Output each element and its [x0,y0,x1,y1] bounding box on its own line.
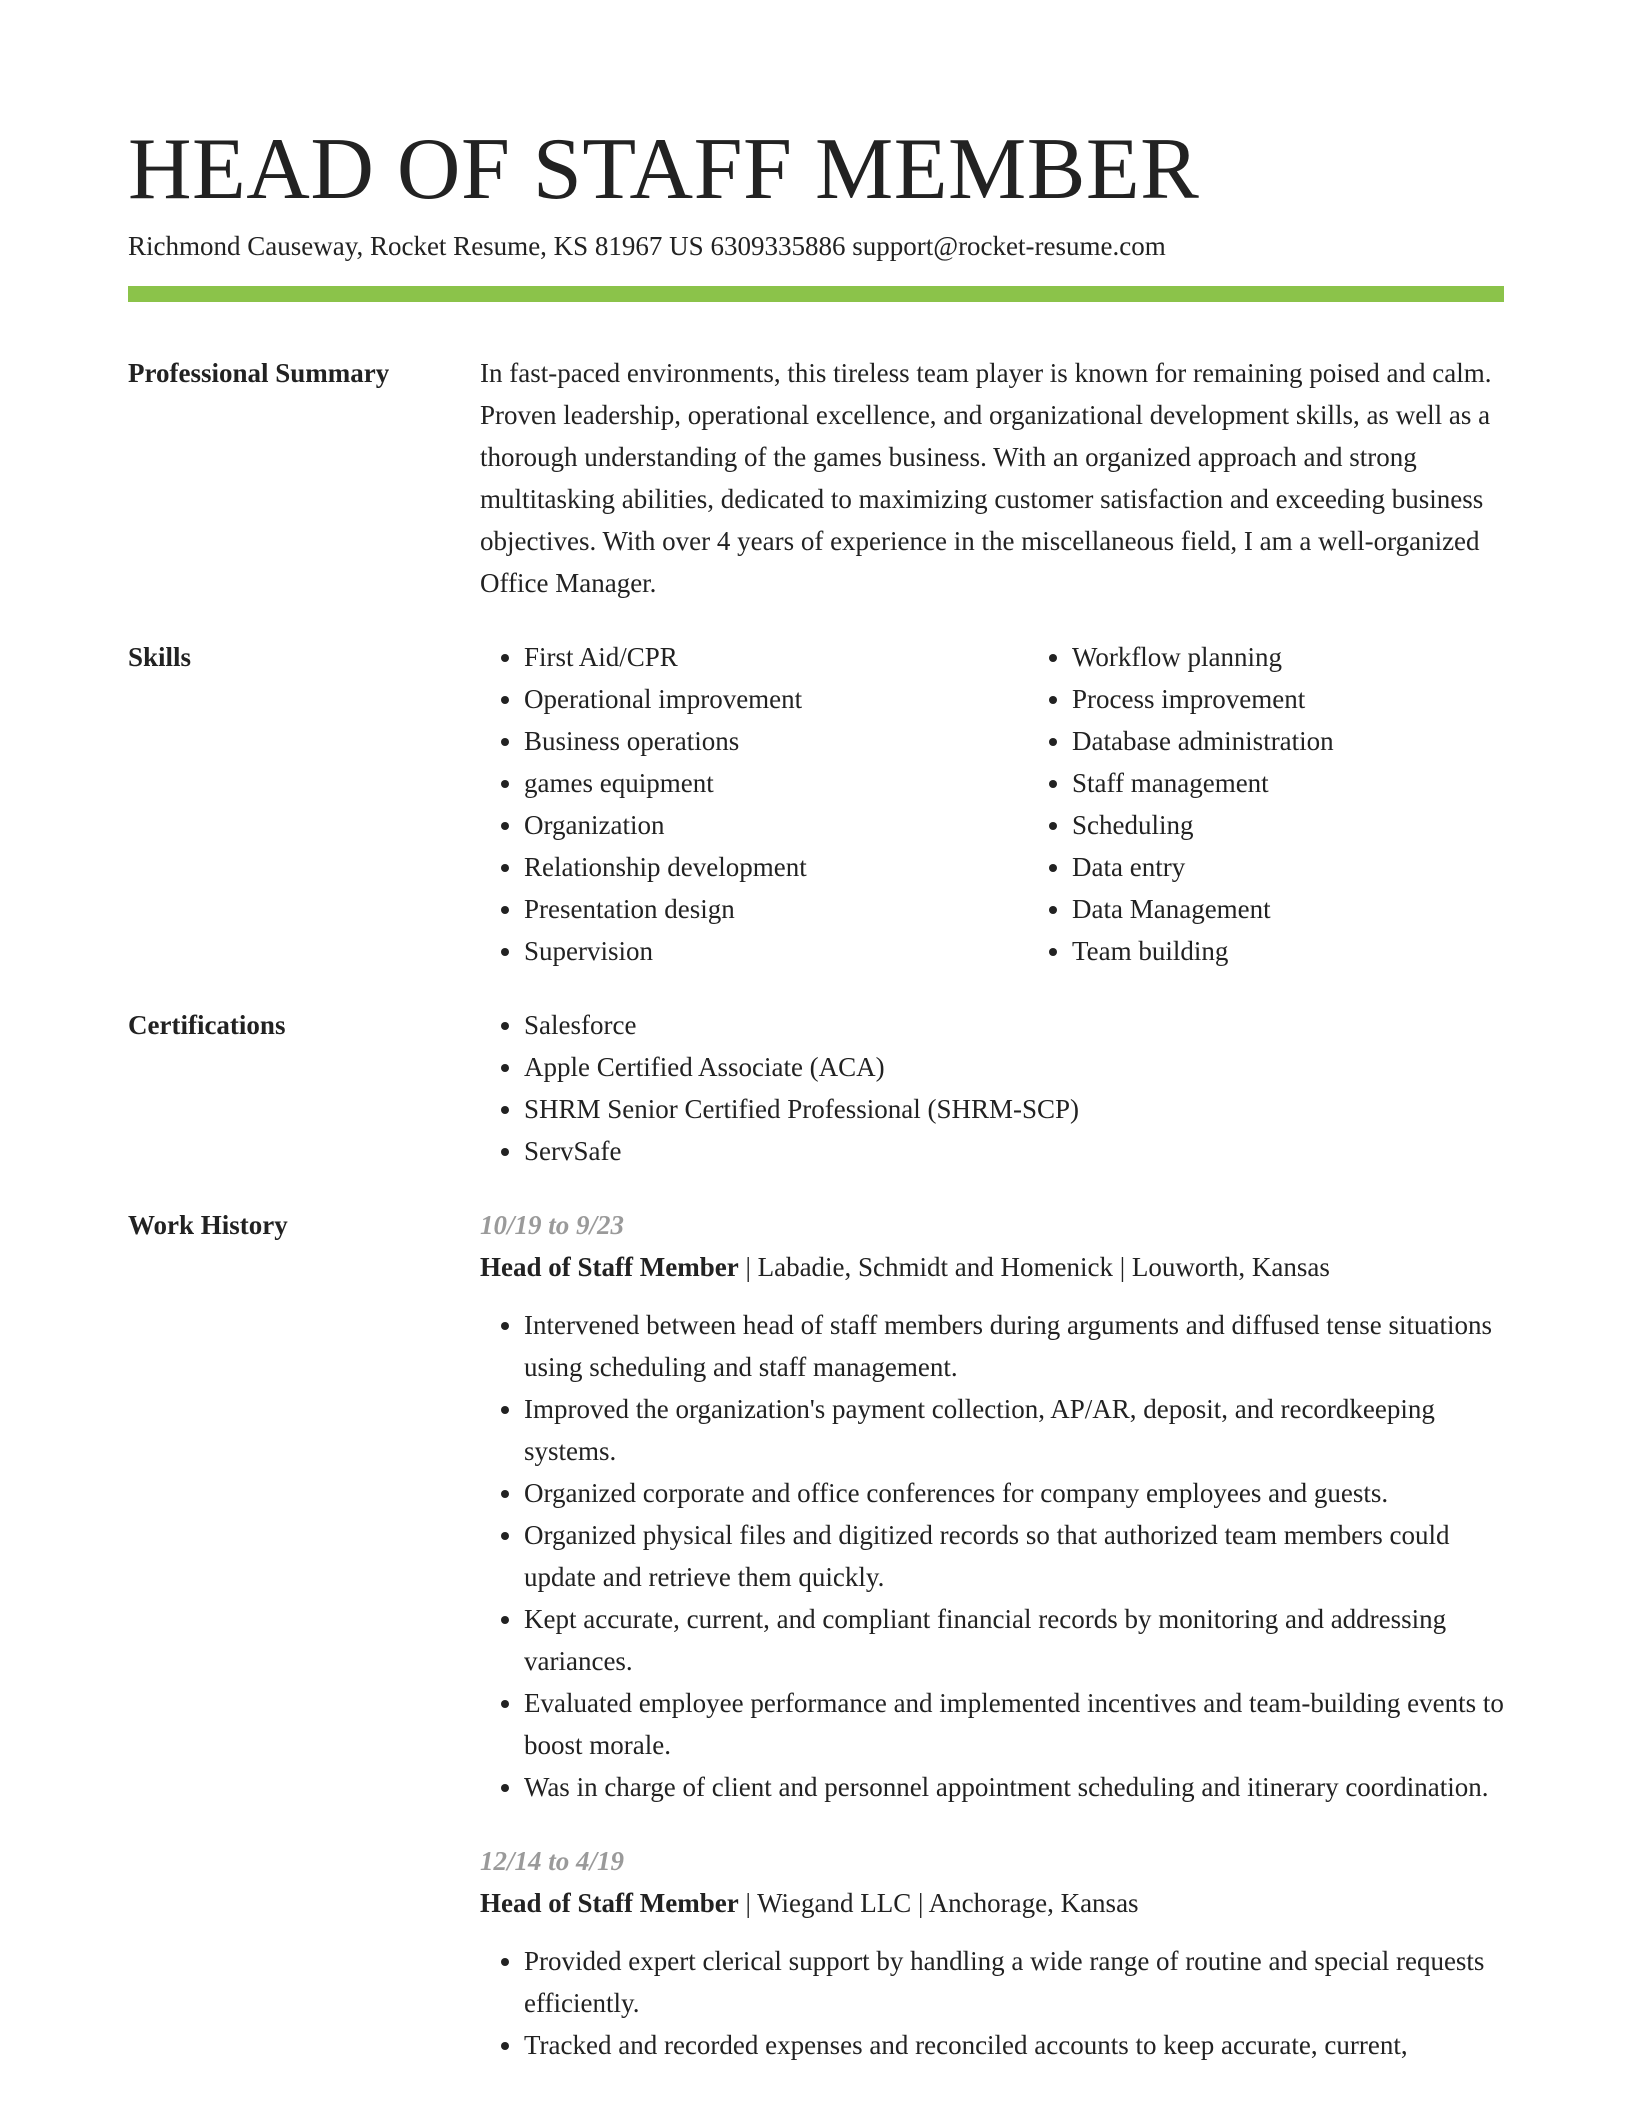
contact-phone[interactable]: 6309335886 [710,231,846,261]
skill-item: • Scheduling [1072,804,1576,846]
section-label-certifications: Certifications [128,1010,286,1040]
candidate-name: HEAD OF STAFF MEMBER [128,121,1200,218]
skill-item: • Operational improvement [524,678,1028,720]
skill-item: • Process improvement [1072,678,1576,720]
job-duty: • Intervened between head of staff members during arguments and diffused tense situations using scheduling and staff management. [524,1304,1504,1388]
certifications-body [480,1004,1504,1172]
job-duty: • Improved the organization's payment collection, AP/AR, deposit, and recordkeeping systems. [524,1388,1504,1472]
job-entry [480,1204,1504,1808]
job-duty: • Evaluated employee performance and implemented incentives and team-building events to boost morale. [524,1682,1504,1766]
contact-line [128,228,1504,264]
section-label-summary: Professional Summary [128,358,390,388]
skill-item: • Database administration [1072,720,1576,762]
skills-list-col2 [1028,636,1576,972]
certifications-section [128,1004,1504,1172]
skills-columns [480,636,1576,972]
job-duty: • Was in charge of client and personnel appointment scheduling and itinerary coordination. [524,1766,1504,1808]
skills-list-col1 [480,636,1028,972]
certification-item: • Apple Certified Associate (ACA) [524,1046,1504,1088]
job-duties-list [480,1304,1504,1808]
skill-item: • Data Management [1072,888,1576,930]
section-label-work-history: Work History [128,1210,288,1240]
skill-item: • Staff management [1072,762,1576,804]
skill-item: • Presentation design [524,888,1028,930]
accent-divider [128,286,1504,302]
job-employer-location: | Labadie, Schmidt and Homenick | Louworth, Kansas [738,1252,1330,1282]
skill-item: • First Aid/CPR [524,636,1028,678]
contact-email[interactable]: support@rocket-resume.com [852,231,1166,261]
job-duty: • Organized physical files and digitized records so that authorized team members could update and retrieve them quickly. [524,1514,1504,1598]
job-entry [480,1840,1504,2066]
job-title: Head of Staff Member [480,1888,739,1918]
skill-item: • Relationship development [524,846,1028,888]
skills-section [128,636,1504,972]
job-dates: 12/14 to 4/19 [480,1846,625,1876]
skill-item: • Team building [1072,930,1576,972]
job-duty: • Kept accurate, current, and compliant financial records by monitoring and addressing variances. [524,1598,1504,1682]
job-duty: • Tracked and recorded expenses and reconciled accounts to keep accurate, current, [524,2024,1504,2066]
skill-item: • Data entry [1072,846,1576,888]
job-heading [480,1882,1504,1924]
certification-item: • Salesforce [524,1004,1504,1046]
work-history-section [128,1204,1504,2066]
job-duties-list [480,1940,1504,2066]
resume-page [128,120,1504,2066]
job-title: Head of Staff Member [480,1252,739,1282]
certification-item: • SHRM Senior Certified Professional (SHRM-SCP) [524,1088,1504,1130]
section-label-skills: Skills [128,642,192,672]
summary-text: In fast-paced environments, this tireless team player is known for remaining poised and calm. Proven leadership, operational excellence, and organizational development skills, as well as a thorough understanding of the games business. With an organized approach and strong multitasking abilities, dedicated to maximizing customer satisfaction and exceeding business objectives. With over 4 years of experience in the miscellaneous field, I am a well-organized Office Manager. [480,358,1492,598]
certifications-list [480,1004,1504,1172]
skill-item: • Supervision [524,930,1028,972]
skill-item: • Business operations [524,720,1028,762]
work-history-body [480,1204,1504,2066]
skill-item: • Organization [524,804,1028,846]
certification-item: • ServSafe [524,1130,1504,1172]
skill-item: • Workflow planning [1072,636,1576,678]
skill-item: • games equipment [524,762,1028,804]
summary-section [128,352,1504,604]
job-dates: 10/19 to 9/23 [480,1210,625,1240]
job-duty: • Provided expert clerical support by handling a wide range of routine and special requests efficiently. [524,1940,1504,2024]
job-employer-location: | Wiegand LLC | Anchorage, Kansas [738,1888,1139,1918]
contact-address: Richmond Causeway, Rocket Resume, KS 81967 US [128,231,704,261]
job-duty: • Organized corporate and office conferences for company employees and guests. [524,1472,1504,1514]
job-heading [480,1246,1504,1288]
